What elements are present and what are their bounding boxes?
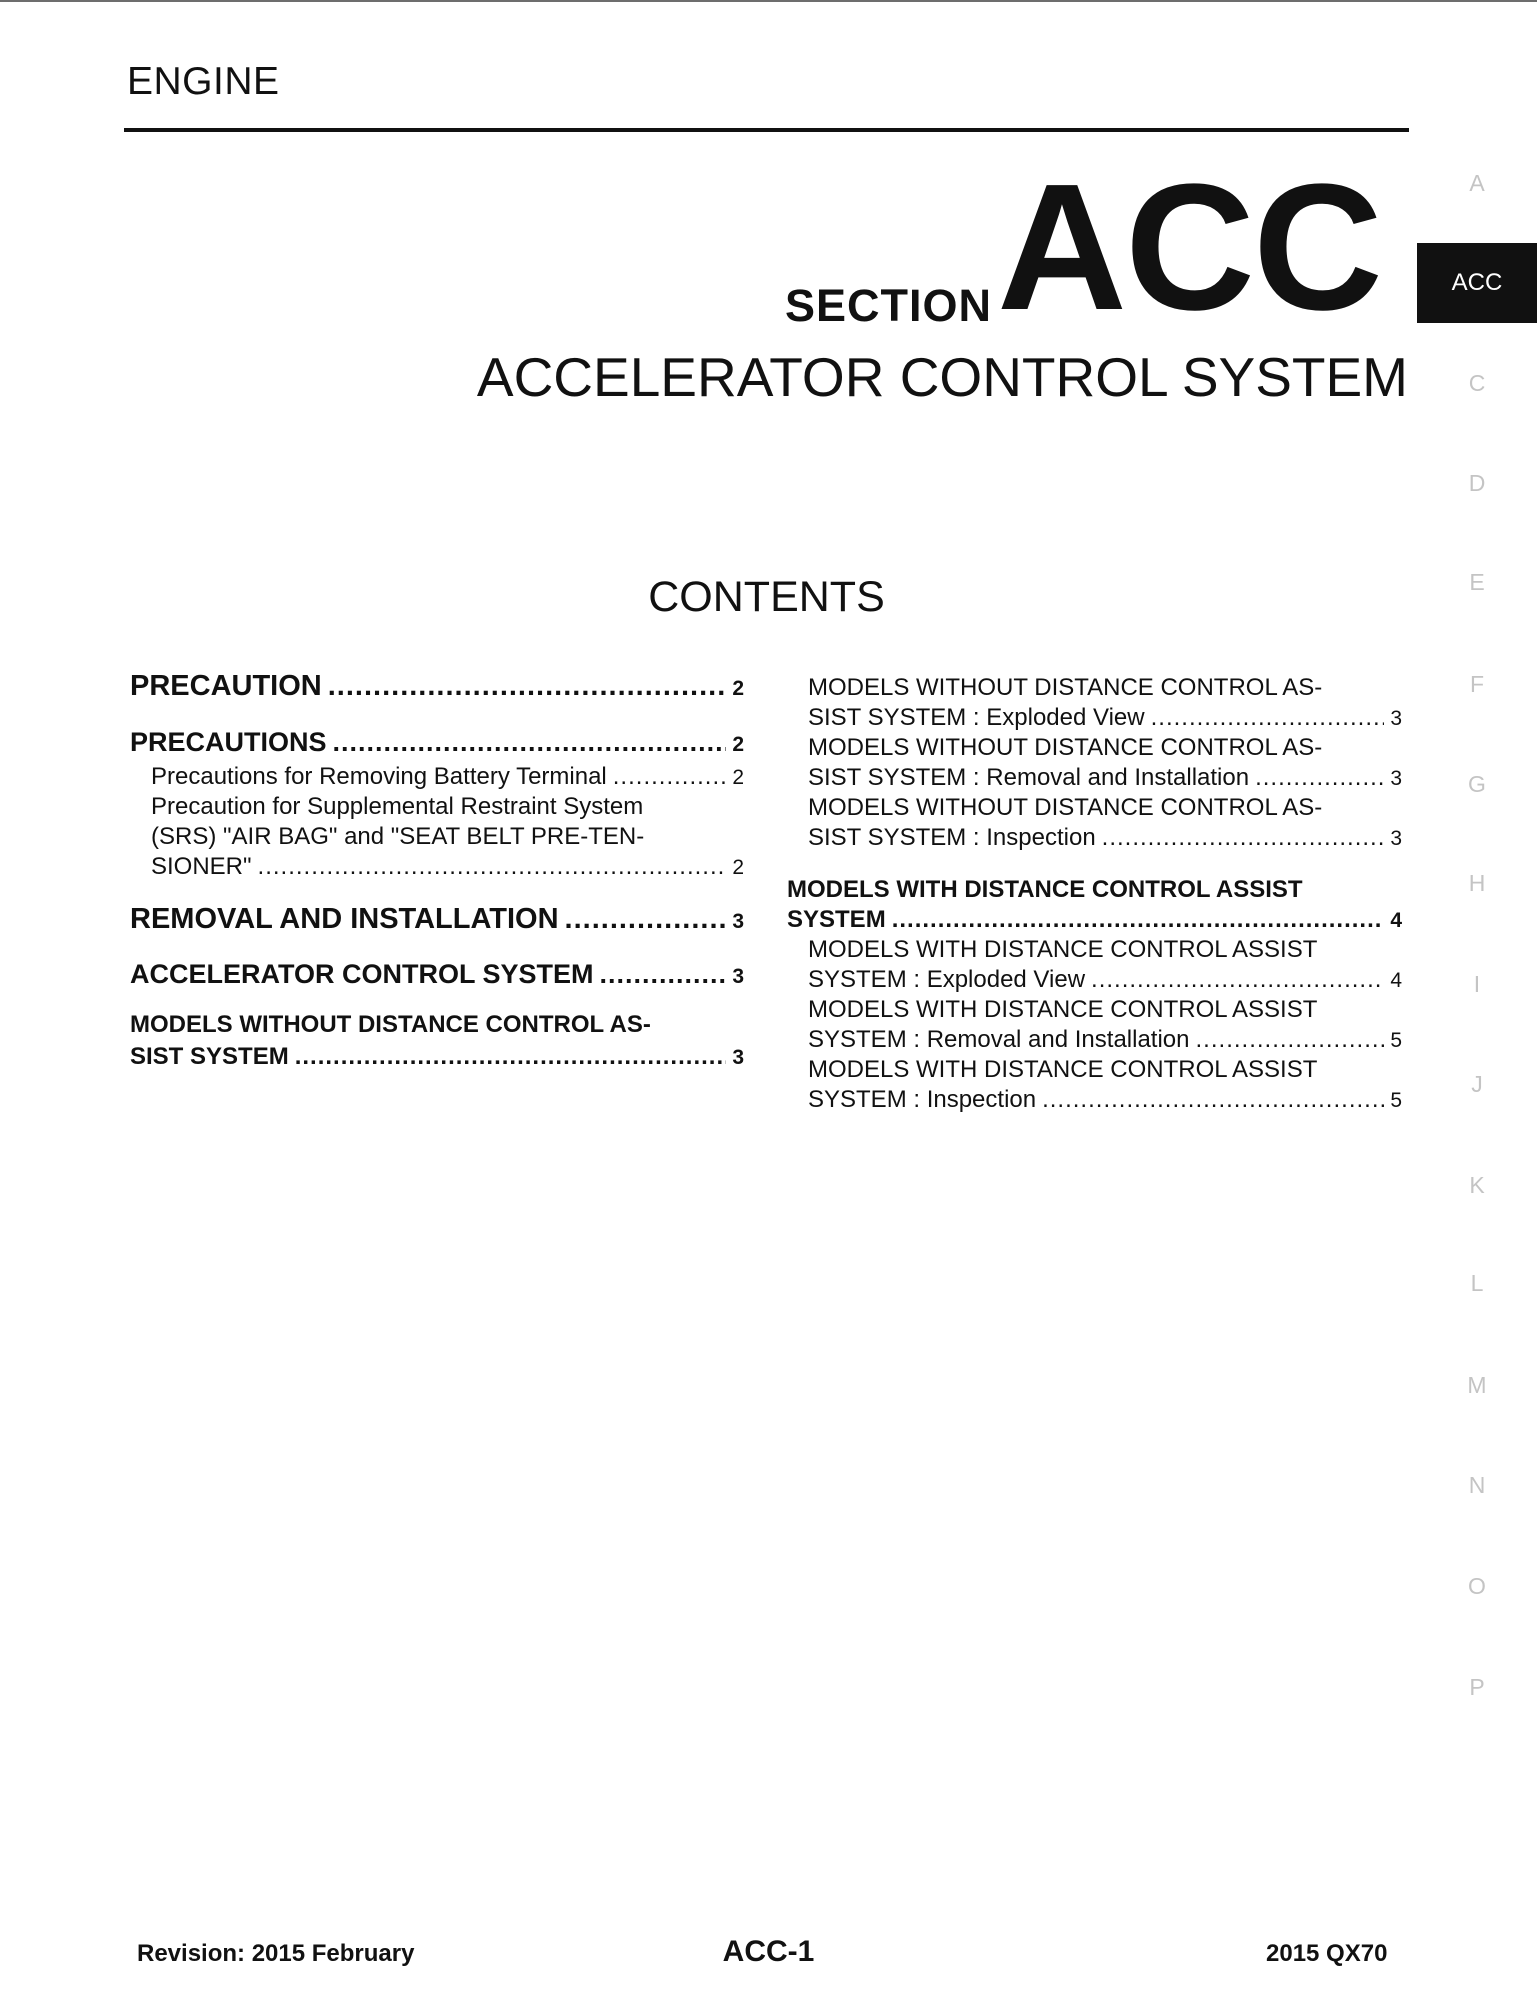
toc-entry-w-exploded-line1[interactable]: MODELS WITH DISTANCE CONTROL ASSIST	[808, 936, 1318, 963]
side-tab-j[interactable]: J	[1471, 1071, 1483, 1097]
side-tab-acc[interactable]: ACC	[1417, 243, 1537, 323]
toc-entry-w-removal-line1[interactable]: MODELS WITH DISTANCE CONTROL ASSIST	[808, 996, 1318, 1023]
category-title: ENGINE	[127, 60, 280, 103]
section-code: ACC	[997, 147, 1381, 348]
toc-entry-wo-exploded-line2[interactable]: SIST SYSTEM : Exploded View ..... 3	[808, 704, 1402, 732]
side-tab-p[interactable]: P	[1469, 1674, 1485, 1700]
toc-entry-srs-line3[interactable]: SIONER" ..... 2	[151, 853, 744, 881]
contents-heading: CONTENTS	[648, 573, 885, 621]
toc-entry-w-exploded-line2[interactable]: SYSTEM : Exploded View ..... 4	[808, 966, 1402, 994]
toc-entry-removal-installation[interactable]: REMOVAL AND INSTALLATION ..... 3	[130, 903, 744, 936]
footer-model: 2015 QX70	[1266, 1940, 1388, 1967]
side-tab-e[interactable]: E	[1469, 569, 1485, 595]
footer-page-id: ACC-1	[722, 1935, 815, 1968]
side-tab-k[interactable]: K	[1469, 1172, 1485, 1198]
toc-entry-precautions[interactable]: PRECAUTIONS ..... 2	[130, 727, 744, 758]
header-rule	[124, 128, 1409, 132]
toc-entry-battery-terminal[interactable]: Precautions for Removing Battery Terminal ..... 2	[151, 763, 744, 791]
toc-entry-w-removal-line2[interactable]: SYSTEM : Removal and Installation ..... 5	[808, 1026, 1402, 1054]
toc-entry-without-dcas-line2[interactable]: SIST SYSTEM ..... 3	[130, 1043, 744, 1071]
toc-entry-srs-line1[interactable]: Precaution for Supplemental Restraint System	[151, 793, 644, 820]
toc-entry-wo-exploded-line1[interactable]: MODELS WITHOUT DISTANCE CONTROL AS-	[808, 674, 1323, 701]
side-tab-g[interactable]: G	[1468, 771, 1486, 797]
footer-revision: Revision: 2015 February	[137, 1940, 415, 1967]
toc-entry-w-inspection-line2[interactable]: SYSTEM : Inspection ..... 5	[808, 1086, 1402, 1114]
toc-entry-wo-removal-line1[interactable]: MODELS WITHOUT DISTANCE CONTROL AS-	[808, 734, 1323, 761]
toc-entry-accelerator-control-system[interactable]: ACCELERATOR CONTROL SYSTEM ..... 3	[130, 959, 744, 990]
toc-entry-srs-line2[interactable]: (SRS) "AIR BAG" and "SEAT BELT PRE-TEN-	[151, 823, 645, 850]
side-tab-h[interactable]: H	[1468, 870, 1486, 896]
toc-entry-wo-inspection-line1[interactable]: MODELS WITHOUT DISTANCE CONTROL AS-	[808, 794, 1323, 821]
side-tab-f[interactable]: F	[1469, 671, 1485, 697]
section-title: ACCELERATOR CONTROL SYSTEM	[476, 346, 1408, 408]
side-tab-n[interactable]: N	[1468, 1472, 1486, 1498]
side-tab-o[interactable]: O	[1468, 1573, 1486, 1599]
toc-entry-with-dcas-line2[interactable]: SYSTEM ..... 4	[787, 906, 1402, 934]
toc-entry-wo-inspection-line2[interactable]: SIST SYSTEM : Inspection ..... 3	[808, 824, 1402, 852]
side-tab-l[interactable]: L	[1470, 1270, 1484, 1296]
side-tab-c[interactable]: C	[1468, 370, 1486, 396]
top-border	[0, 0, 1537, 2]
toc-entry-with-dcas-line1[interactable]: MODELS WITH DISTANCE CONTROL ASSIST	[787, 876, 1303, 903]
toc-entry-precaution[interactable]: PRECAUTION ..... 2	[130, 670, 744, 703]
side-tab-d[interactable]: D	[1468, 470, 1486, 496]
toc-entry-w-inspection-line1[interactable]: MODELS WITH DISTANCE CONTROL ASSIST	[808, 1056, 1318, 1083]
toc-entry-without-dcas-line1[interactable]: MODELS WITHOUT DISTANCE CONTROL AS-	[130, 1011, 651, 1038]
side-tab-m[interactable]: M	[1467, 1372, 1487, 1398]
toc-entry-wo-removal-line2[interactable]: SIST SYSTEM : Removal and Installation ..... 3	[808, 764, 1402, 792]
section-label: SECTION	[785, 280, 993, 331]
side-tab-i[interactable]: I	[1473, 971, 1481, 997]
side-tab-a[interactable]: A	[1469, 170, 1485, 196]
